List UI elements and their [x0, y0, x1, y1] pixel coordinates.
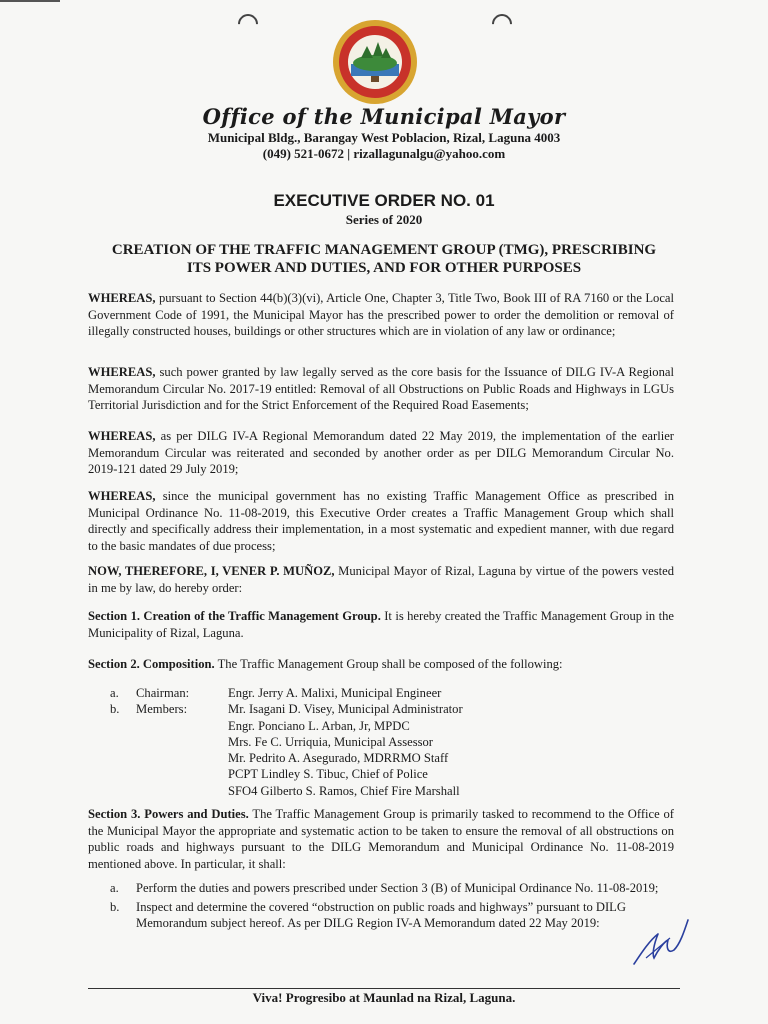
footer-motto: Viva! Progresibo at Maunlad na Rizal, Laguna.	[252, 990, 516, 1005]
municipal-seal-icon	[331, 18, 419, 106]
duties-list	[110, 880, 674, 932]
composition-list	[110, 685, 463, 799]
members-label: Members:	[136, 702, 188, 717]
order-title-line1: CREATION OF THE TRAFFIC MANAGEMENT GROUP (TMG), PRESCRIBING	[111, 242, 657, 258]
list-marker: a.	[110, 881, 119, 895]
whereas-lead: WHEREAS,	[88, 365, 156, 379]
member-item: Mrs. Fe C. Urriquia, Municipal Assessor	[228, 734, 433, 749]
duty-text: Perform the duties and powers prescribed under Section 3 (B) of Municipal Ordinance No. 11-08-2019;	[136, 881, 659, 895]
office-title: Office of the Municipal Mayor	[202, 104, 566, 129]
paragraph-text: It is hereby created the Traffic Management Group in the Municipality of Rizal, Laguna.	[88, 609, 675, 640]
punch-hole-right	[488, 10, 516, 38]
paragraph-text: Municipal Mayor of Rizal, Laguna by virtue of the powers vested in me by law, do hereby order:	[88, 564, 674, 595]
member-item: Mr. Pedrito A. Asegurado, MDRRMO Staff	[228, 751, 449, 766]
section-2	[88, 656, 674, 673]
duty-item	[110, 880, 674, 897]
now-therefore-paragraph	[88, 563, 674, 596]
whereas-lead: WHEREAS,	[88, 489, 156, 503]
whereas-lead: WHEREAS,	[88, 291, 156, 305]
duty-text: Inspect and determine the covered “obstruction on public roads and highways” pursuant to DILG Memorandum subject hereof. As per DILG Region IV-A Memorandum dated 22 May 2019:	[136, 899, 626, 930]
paragraph-text: such power granted by law legally served as the core basis for the Issuance of DILG IV-A Regional Memorandum Circular No. 2017-19 entitled: Removal of all Obstructions on Public Roads and Highways in LGUs Territorial Jurisdiction and for the Strict Enforcement of the Required Road Easements;	[88, 365, 674, 412]
paragraph-text: since the municipal government has no existing Traffic Management Office as prescribed in Municipal Ordinance No. 11-08-2019, this Executive Order creates a Traffic Management Group which shall directly and specifically address their implementation, in a most systematic and expedient manner, with due regard to the basic mandates of due process;	[88, 489, 674, 553]
whereas-paragraph-2	[88, 364, 674, 414]
series-year: Series of 2020	[345, 212, 423, 227]
members-names	[228, 701, 463, 799]
chairman-row	[110, 685, 463, 701]
executive-order-number: EXECUTIVE ORDER NO. 01	[273, 191, 495, 210]
member-item: Engr. Ponciano L. Arban, Jr, MPDC	[228, 718, 410, 733]
section-heading: Section 3. Powers and Duties.	[88, 807, 249, 821]
whereas-paragraph-3	[88, 428, 674, 478]
office-address: Municipal Bldg., Barangay West Poblacion, Rizal, Laguna 4003	[207, 130, 561, 145]
chairman-label: Chairman:	[136, 686, 190, 700]
member-item: Mr. Isagani D. Visey, Municipal Administrator	[228, 702, 463, 717]
section-1	[88, 608, 674, 641]
list-marker: a.	[110, 686, 119, 700]
signature-initial-icon	[628, 914, 692, 970]
section-heading: Section 2. Composition.	[88, 657, 215, 671]
whereas-paragraph-1	[88, 290, 674, 340]
member-item: PCPT Lindley S. Tibuc, Chief of Police	[228, 767, 428, 782]
paragraph-text: The Traffic Management Group is primarily tasked to recommend to the Office of the Municipal Mayor the appropriate and systematic action to be taken to ensure the removal of all obstructions on public roads and highways pursuant to the DILG Memorandum and Municipal Ordinance No. 11-08-2019 mentioned above. In particular, it shall:	[88, 807, 674, 871]
paragraph-text: as per DILG IV-A Regional Memorandum dated 22 May 2019, the implementation of the earlier Memorandum Circular was reiterated and seconded by another order as per DILG Memorandum Circular No. 2019-121 dated 29 July 2019;	[88, 429, 674, 476]
list-marker: b.	[110, 899, 120, 914]
punch-hole-left	[234, 10, 262, 38]
members-row	[110, 701, 463, 799]
list-marker: b.	[110, 702, 120, 717]
chairman-name: Engr. Jerry A. Malixi, Municipal Engineer	[228, 686, 442, 700]
paragraph-text: The Traffic Management Group shall be composed of the following:	[214, 657, 563, 671]
section-heading: Section 1. Creation of the Traffic Management Group.	[88, 609, 381, 623]
whereas-lead: WHEREAS,	[88, 429, 156, 443]
whereas-paragraph-4	[88, 488, 674, 554]
scan-mark	[0, 0, 60, 16]
footer-divider	[88, 988, 680, 989]
member-item: SFO4 Gilberto S. Ramos, Chief Fire Marshall	[228, 783, 460, 798]
office-contact: (049) 521-0672 | rizallagunalgu@yahoo.com	[262, 146, 506, 161]
order-title	[90, 241, 678, 277]
order-title-line2: ITS POWER AND DUTIES, AND FOR OTHER PURPOSES	[186, 260, 582, 276]
duty-item	[110, 899, 674, 932]
section-3	[88, 806, 674, 872]
now-therefore-lead: NOW, THEREFORE, I, VENER P. MUÑOZ,	[88, 564, 335, 578]
paragraph-text: pursuant to Section 44(b)(3)(vi), Article One, Chapter 3, Title Two, Book III of RA 7160 or the Local Government Code of 1991, the Municipal Mayor has the prescribed power to order the demolition or removal of illegally constructed houses, buildings or other structures which are in violation of any law or ordinance;	[88, 291, 674, 338]
